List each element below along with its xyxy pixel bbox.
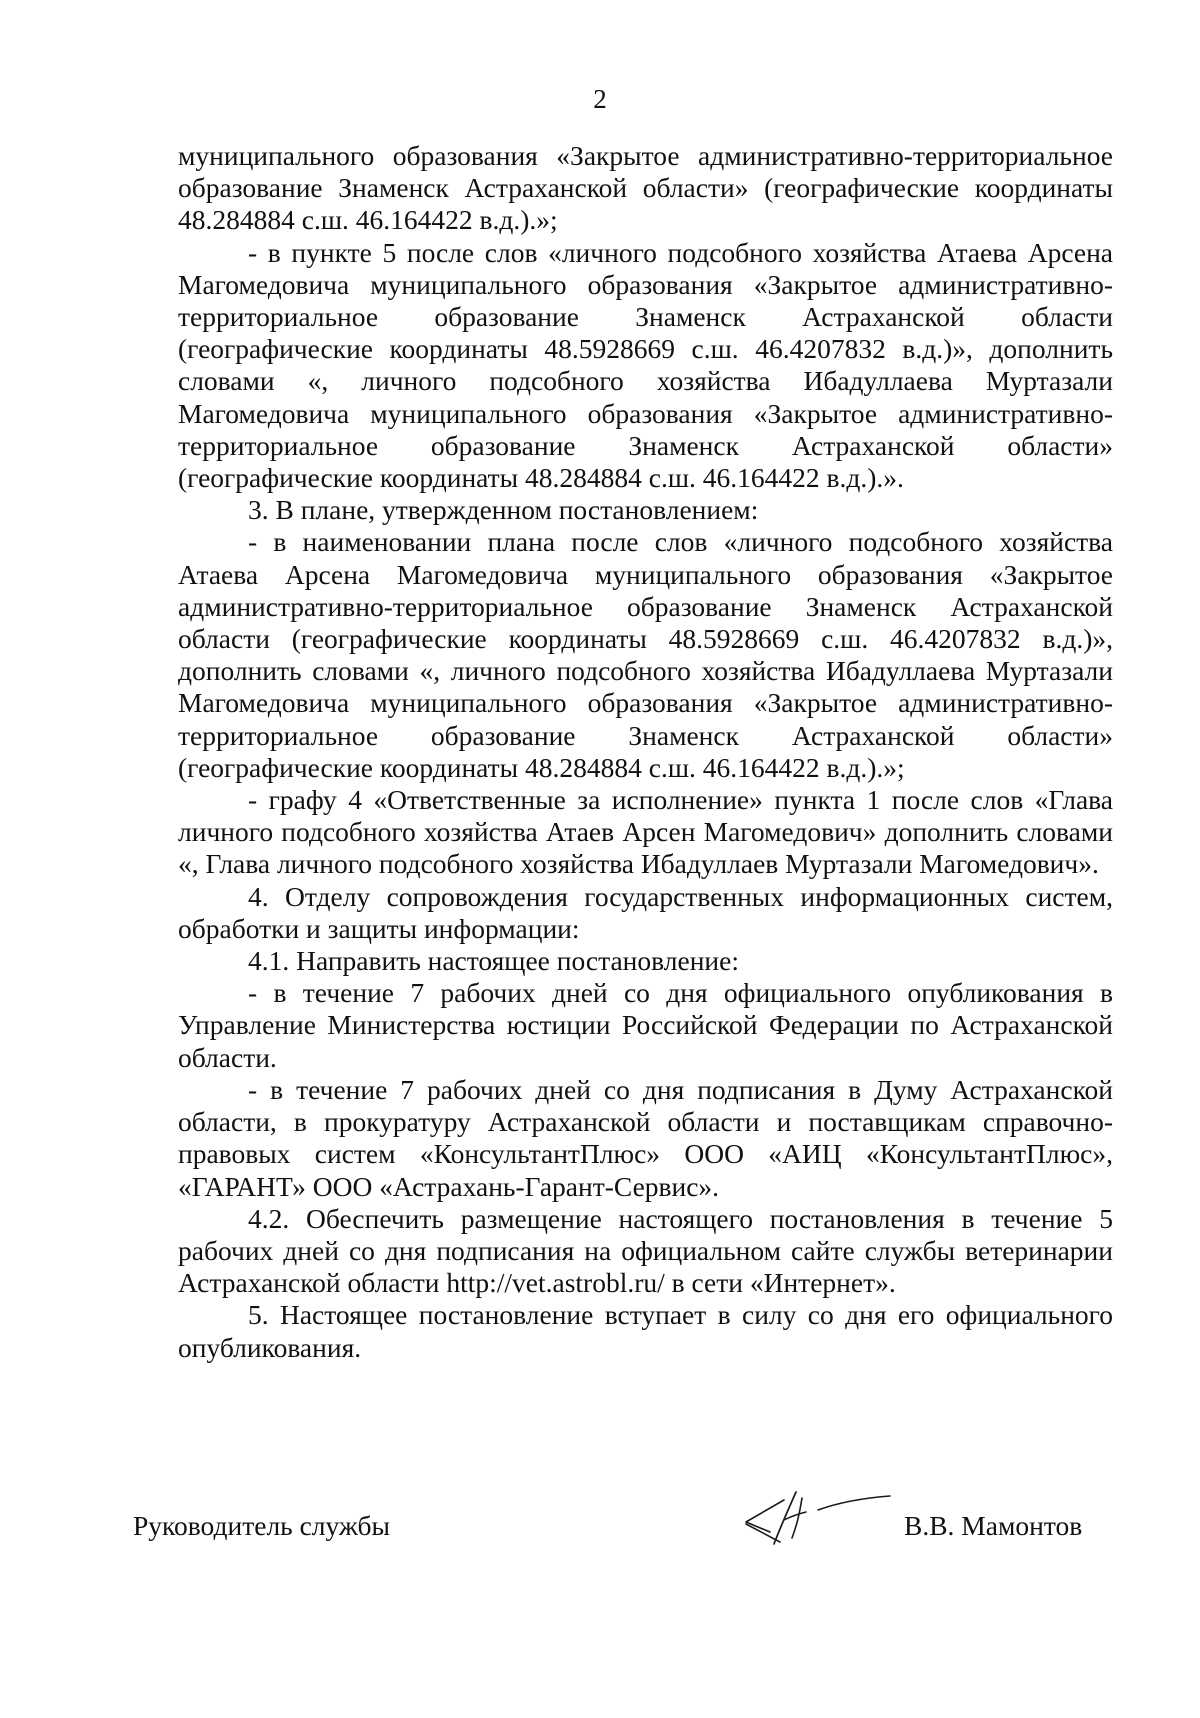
- document-body: [178, 140, 1113, 1364]
- paragraph-point-5-amendment: - в пункте 5 после слов «личного подсобного хозяйства Атаева Арсена Магомедовича муниципального образования «Закрытое административно-территориальное образование Знаменск Астраханской области (географические координаты 48.5928669 с.ш. 46.4207832 в.д.)», дополнить словами «, личного подсобного хозяйства Ибадуллаева Муртазали Магомедовича муниципального образования «Закрытое административно-территориальное образование Знаменск Астраханской области» (географические координаты 48.284884 с.ш. 46.164422 в.д.).».: [178, 236, 1113, 494]
- signature-block: [0, 1480, 1200, 1560]
- signatory-name: В.В. Мамонтов: [904, 1510, 1083, 1541]
- page-number: 2: [593, 84, 607, 114]
- paragraph-continuation: муниципального образования «Закрытое административно-территориальное образование Знаменск Астраханской области» (географические координаты 48.284884 с.ш. 46.164422 в.д.).»;: [178, 140, 1113, 236]
- paragraph-duma-prosecutor: - в течение 7 рабочих дней со дня подписания в Думу Астраханской области, в прокуратуру Астраханской области и поставщикам справочно-правовых систем «КонсультантПлюс» ООО «АИЦ «КонсультантПлюс», «ГАРАНТ» ООО «Астрахань-Гарант-Сервис».: [178, 1073, 1113, 1202]
- paragraph-item-4: 4. Отделу сопровождения государственных информационных систем, обработки и защиты информации:: [178, 880, 1113, 944]
- paragraph-plan-title-amendment: - в наименовании плана после слов «личного подсобного хозяйства Атаева Арсена Магомедовича муниципального образования «Закрытое административно-территориальное образование Знаменск Астраханской области (географические координаты 48.5928669 с.ш. 46.4207832 в.д.)», дополнить словами «, личного подсобного хозяйства Ибадуллаева Муртазали Магомедовича муниципального образования «Закрытое административно-территориальное образование Знаменск Астраханской области» (географические координаты 48.284884 с.ш. 46.164422 в.д.).»;: [178, 526, 1113, 783]
- paragraph-item-4-1: 4.1. Направить настоящее постановление:: [248, 945, 739, 977]
- paragraph-item-5: 5. Настоящее постановление вступает в силу со дня его официального опубликования.: [178, 1299, 1113, 1363]
- handwritten-signature-icon: [740, 1480, 910, 1560]
- signatory-position: Руководитель службы: [133, 1510, 391, 1541]
- paragraph-item-3: 3. В плане, утвержденном постановлением:: [248, 494, 759, 526]
- paragraph-ministry-of-justice: - в течение 7 рабочих дней со дня официального опубликования в Управление Министерства юстиции Российской Федерации по Астраханской области.: [178, 977, 1113, 1073]
- paragraph-item-4-2: 4.2. Обеспечить размещение настоящего постановления в течение 5 рабочих дней со дня подписания на официальном сайте службы ветеринарии Астраханской области http://vet.astrobl.ru/ в сети «Интернет».: [178, 1202, 1113, 1299]
- paragraph-column-4-amendment: - графу 4 «Ответственные за исполнение» пункта 1 после слов «Глава личного подсобного хозяйства Атаев Арсен Магомедович» дополнить словами «, Глава личного подсобного хозяйства Ибадуллаев Муртазали Магомедович».: [178, 784, 1113, 880]
